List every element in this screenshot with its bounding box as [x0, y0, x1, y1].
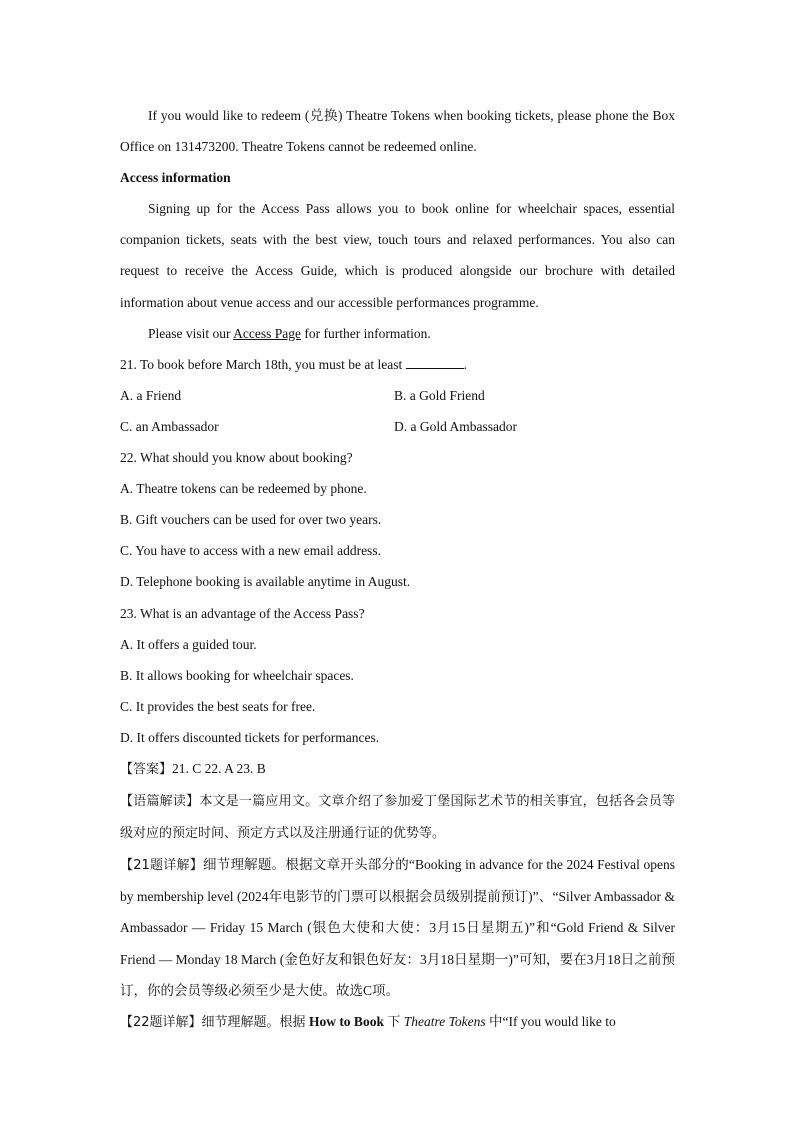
q22-option-a: A. Theatre tokens can be redeemed by phone.	[120, 481, 367, 497]
access-paragraph: Signing up for the Access Pass allows you to book online for wheelchair spaces, essential companion tickets, seats with the best view, touch tours and relaxed performances. You also can request to receive the Access Guide, which is produced alongside our brochure with detailed information about venue access and our accessible performances programme.	[120, 201, 675, 310]
q21-option-b: B. a Gold Friend	[394, 387, 485, 403]
reading-paragraph	[120, 785, 675, 849]
detail21-paragraph	[120, 849, 675, 1005]
q22-option-d: D. Telephone booking is available anytime in August.	[120, 574, 411, 590]
q21-option-d: D. a Gold Ambassador	[394, 418, 517, 434]
q23-option-d: D. It offers discounted tickets for performances.	[120, 729, 380, 745]
detail22-text-c: 中“If you would like to	[488, 1013, 616, 1029]
q21-options-row-2	[120, 411, 675, 442]
reading-label: 【语篇解读】	[120, 794, 200, 810]
q22-option-c: C. You have to access with a new email address.	[120, 543, 381, 559]
access-heading: Access information	[120, 170, 231, 186]
q21-stem-text: 21. To book before March 18th, you must be at least	[120, 356, 406, 372]
detail22-text-b: 下	[387, 1014, 401, 1030]
q22-option-b: B. Gift vouchers can be used for over two years.	[120, 512, 382, 528]
detail21-label: 【21题详解】	[120, 858, 203, 874]
visit-suffix: for further information.	[300, 325, 431, 341]
detail21-text: 细节理解题。根据文章开头部分的“Booking in advance for the 2024 Festival opens by membership level (2024年电影节的门票可以根据会员级别提前预订)”、“Silver Ambassador & Ambassador — Friday 15 March (银色大使和大使：3月15日星期五)”和“Gold Friend & Silver Friend — Monday 18 March (金色好友和银色好友：3月18日星期一)”可知，要在3月18日之前预订，你的会员等级必须至少是大使。故选C项。	[120, 857, 675, 998]
answer-blank	[406, 357, 464, 369]
visit-paragraph	[120, 318, 675, 349]
q21-stem	[120, 349, 675, 380]
detail22-bold: How to Book	[308, 1013, 384, 1029]
q21-stem-end: .	[463, 356, 467, 372]
q23-option-b: B. It allows booking for wheelchair spaces.	[120, 667, 354, 683]
detail22-label: 【22题详解】	[120, 1014, 202, 1030]
document-page	[120, 100, 675, 1038]
q23-stem: 23. What is an advantage of the Access Pass?	[120, 605, 365, 621]
redeem-paragraph: If you would like to redeem (兑换) Theatre Tokens when booking tickets, please phone the Box Office on 131473200. Theatre Tokens cannot be redeemed online.	[120, 108, 675, 155]
detail22-text-a: 细节理解题。根据	[201, 1014, 306, 1030]
q21-option-a: A. a Friend	[120, 387, 182, 403]
access-page-link[interactable]: Access Page	[233, 325, 301, 341]
reading-text: 本文是一篇应用文。文章介绍了参加爱丁堡国际艺术节的相关事宜，包括各会员等级对应的预定时间、预定方式以及注册通行证的优势等。	[120, 794, 675, 842]
detail22-paragraph	[120, 1006, 675, 1038]
detail22-italic: Theatre Tokens	[403, 1013, 486, 1029]
answer-line	[120, 753, 675, 785]
answer-label: 【答案】	[120, 761, 173, 777]
q21-options-row-1	[120, 380, 675, 411]
q22-stem: 22. What should you know about booking?	[120, 450, 353, 466]
visit-prefix: Please visit our	[148, 325, 234, 341]
q23-option-a: A. It offers a guided tour.	[120, 636, 257, 652]
q21-option-c: C. an Ambassador	[120, 418, 219, 434]
answer-text: 21. C 22. A 23. B	[172, 760, 266, 776]
q23-option-c: C. It provides the best seats for free.	[120, 698, 316, 714]
